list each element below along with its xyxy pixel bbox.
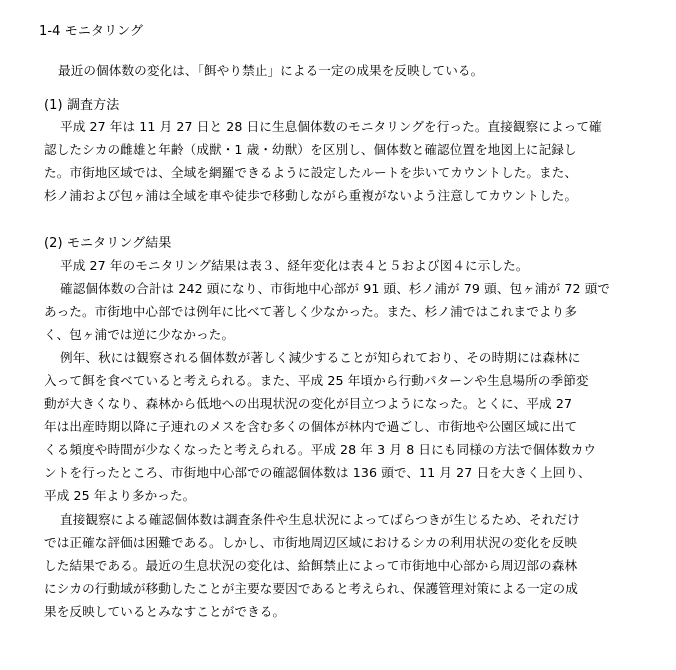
paragraph-line: あった。市街地中心部では例年に比べて著しく少なかった。また、杉ノ浦ではこれまでより多: [44, 304, 578, 319]
paragraph-line: 平成 25 年より多かった。: [44, 488, 196, 503]
subsection-heading-results: (2) モニタリング結果: [44, 236, 172, 251]
paragraph-line: 認したシカの雌雄と年齢（成獣・1 歳・幼獣）を区別し、個体数と確認位置を地図上に記録し: [44, 142, 577, 157]
paragraph-line: 例年、秋には観察される個体数が著しく減少することが知られており、その時期には森林に: [60, 350, 581, 365]
paragraph-line: した結果である。最近の生息状況の変化は、給餌禁止によって市街地中心部から周辺部の森林: [44, 558, 578, 573]
paragraph-line: 直接観察による確認個体数は調査条件や生息状況によってばらつきが生じるため、それだけ: [60, 512, 580, 527]
paragraph-line: く、包ヶ浦では逆に少なかった。: [44, 327, 235, 342]
subsection-heading-method: (1) 調査方法: [44, 98, 120, 113]
paragraph-line: 入って餌を食べていると考えられる。また、平成 25 年頃から行動パターンや生息場所の季節変: [44, 373, 589, 388]
paragraph-line: 確認個体数の合計は 242 頭になり、市街地中心部が 91 頭、杉ノ浦が 79 頭、包ヶ浦が 72 頭で: [60, 281, 611, 296]
paragraph-line: ントを行ったところ、市街地中心部での確認個体数は 136 頭で、11 月 27 日を大きく上回り、: [44, 465, 591, 480]
paragraph-line: 平成 27 年は 11 月 27 日と 28 日に生息個体数のモニタリングを行った。直接観察によって確: [60, 119, 602, 134]
paragraph-line: た。市街地区域では、全域を網羅できるように設定したルートを歩いてカウントした。また、: [44, 165, 578, 180]
paragraph-line: 平成 27 年のモニタリング結果は表３、経年変化は表４と５および図４に示した。: [60, 258, 529, 273]
paragraph-line: くる頻度や時間が少なくなったと考えられる。平成 28 年 3 月 8 日にも同様の方法で個体数カウ: [44, 442, 597, 457]
paragraph-line: にシカの行動域が移動したことが主要な要因であると考えられ、保護管理対策による一定の成: [44, 581, 578, 596]
paragraph-line: 動が大きくなり、森林から低地への出現状況の変化が目立つようになった。とくに、平成 27: [44, 396, 573, 411]
summary-text: 最近の個体数の変化は、「餌やり禁止」による一定の成果を反映している。: [58, 63, 484, 78]
paragraph-line: では正確な評価は困難である。しかし、市街地周辺区域におけるシカの利用状況の変化を反映: [44, 535, 578, 550]
paragraph-line: 果を反映しているとみなすことができる。: [44, 604, 286, 619]
paragraph-line: 年は出産時期以降に子連れのメスを含む多くの個体が林内で過ごし、市街地や公園区域に出て: [44, 419, 578, 434]
section-title: 1-4 モニタリング: [39, 24, 144, 39]
paragraph-line: 杉ノ浦および包ヶ浦は全域を車や徒歩で移動しながら重複がないよう注意してカウントした。: [44, 188, 578, 203]
